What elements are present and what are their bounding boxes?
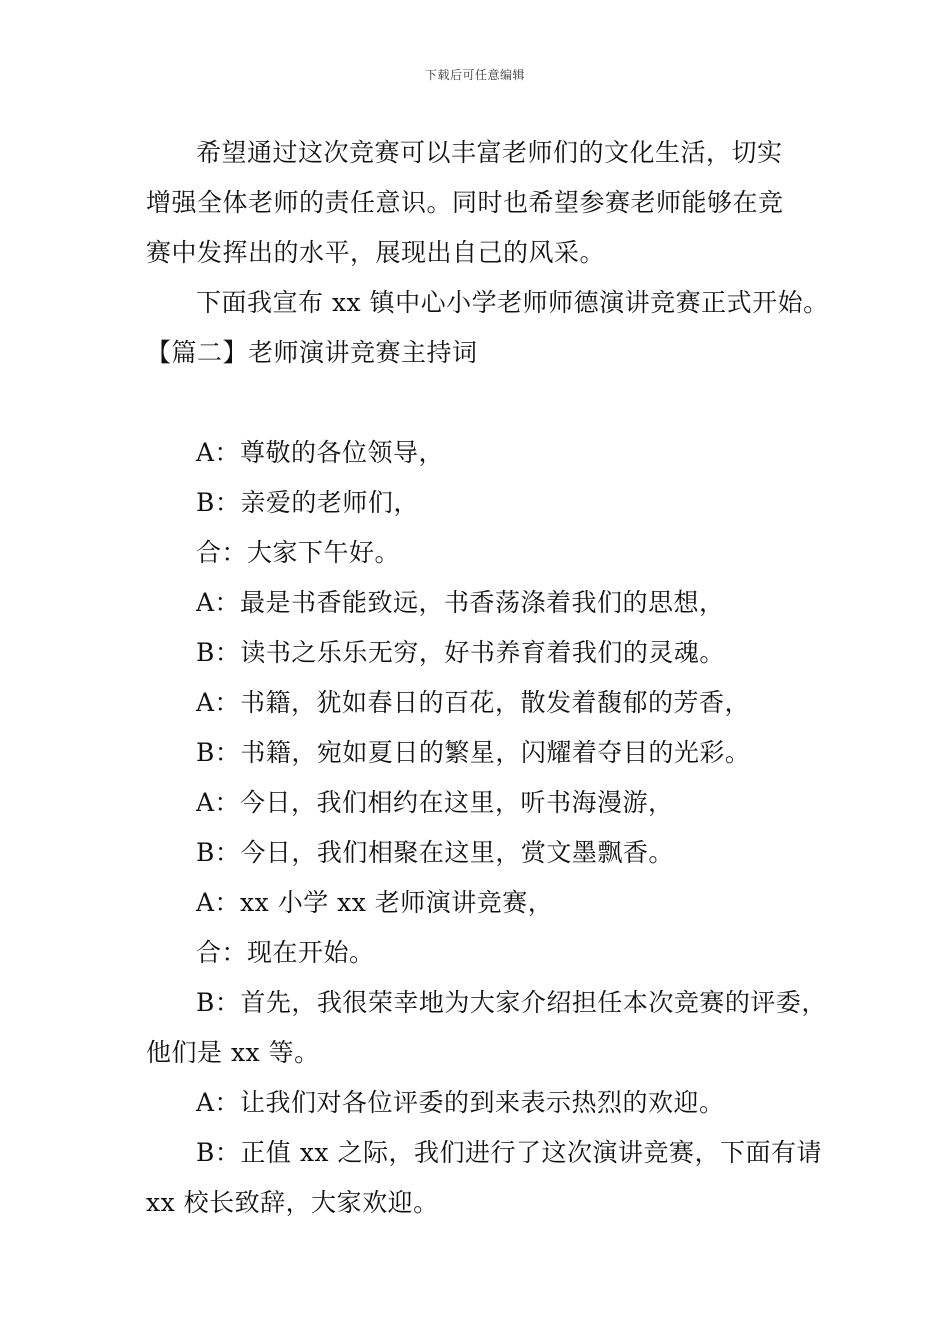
dialogue-line: A：让我们对各位评委的到来表示热烈的欢迎。 xyxy=(196,1088,725,1117)
dialogue-line: A：xx 小学 xx 老师演讲竞赛， xyxy=(196,888,554,917)
dialogue-line: A：尊敬的各位领导， xyxy=(196,438,445,467)
dialogue-line: B：今日，我们相聚在这里，赏文墨飘香。 xyxy=(196,838,674,867)
dialogue-line: B：首先，我很荣幸地为大家介绍担任本次竞赛的评委， xyxy=(196,988,827,1017)
paragraph-line: 增强全体老师的责任意识。同时也希望参赛老师能够在竞 xyxy=(146,188,784,217)
dialogue-line: xx 校长致辞，大家欢迎。 xyxy=(146,1188,439,1217)
paragraph-line: 赛中发挥出的水平，展现出自己的风采。 xyxy=(146,238,606,267)
section-heading: 【篇二】老师演讲竞赛主持词 xyxy=(146,338,478,367)
dialogue-line: B：读书之乐乐无穷，好书养育着我们的灵魂。 xyxy=(196,638,725,667)
dialogue-line: 他们是 xx 等。 xyxy=(146,1038,320,1067)
dialogue-line: B：书籍，宛如夏日的繁星，闪耀着夺目的光彩。 xyxy=(196,738,751,767)
dialogue-line: 合：现在开始。 xyxy=(196,938,375,967)
paragraph-line: 希望通过这次竞赛可以丰富老师们的文化生活，切实 xyxy=(196,138,783,167)
dialogue-line: A：书籍，犹如春日的百花，散发着馥郁的芳香， xyxy=(196,688,751,717)
paragraph-line: 下面我宣布 xx 镇中心小学老师师德演讲竞赛正式开始。 xyxy=(196,288,829,317)
dialogue-line: A：今日，我们相约在这里，听书海漫游， xyxy=(196,788,674,817)
document-body xyxy=(146,128,846,1228)
blank-line xyxy=(146,378,846,428)
dialogue-line: 合：大家下午好。 xyxy=(196,538,401,567)
dialogue-line: A：最是书香能致远，书香荡涤着我们的思想， xyxy=(196,588,725,617)
dialogue-line: B：亲爱的老师们， xyxy=(196,488,419,517)
dialogue-line: B：正值 xx 之际，我们进行了这次演讲竞赛，下面有请 xyxy=(196,1138,822,1167)
page-header: 下载后可任意编辑 xyxy=(424,68,525,82)
